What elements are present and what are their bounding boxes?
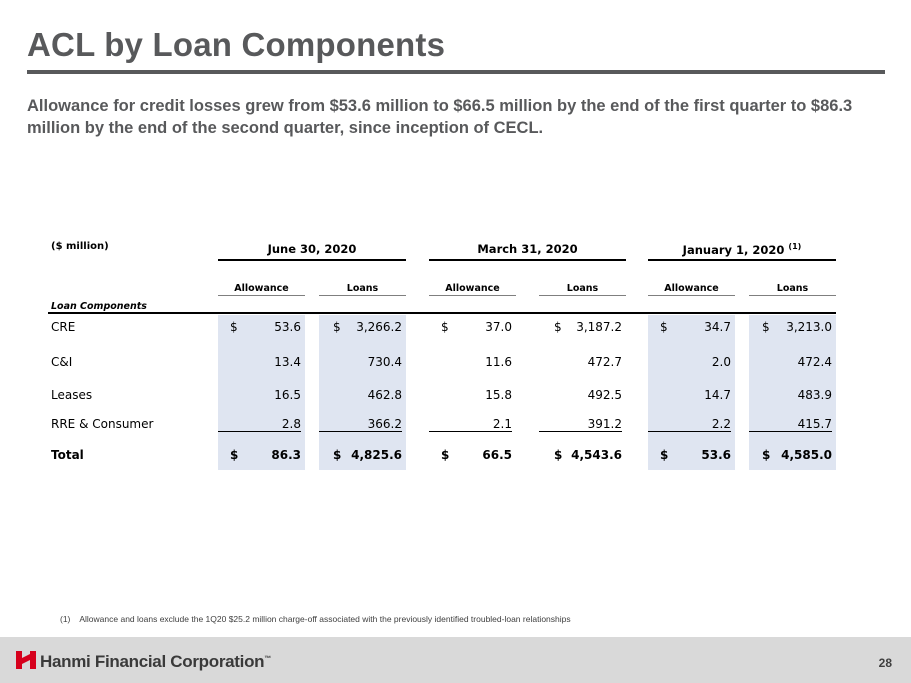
ci-allowance-jan: 2.0: [711, 355, 731, 369]
leases-loans-mar: 492.5: [587, 388, 622, 402]
period-header-1: March 31, 2020: [477, 242, 578, 256]
ci-allowance-mar: 11.6: [485, 355, 512, 369]
subheader-rule-5: [749, 295, 836, 296]
rre-allowance-jan: 2.2: [711, 417, 731, 431]
currency-symbol: $: [333, 320, 341, 334]
cre-allowance-jan: 34.7: [704, 320, 731, 334]
ci-loans-jun: 730.4: [367, 355, 402, 369]
currency-symbol: $: [230, 448, 239, 462]
subtotal-rule-0: [218, 431, 301, 432]
ci-loans-jan: 472.4: [797, 355, 832, 369]
period-rule-1: [429, 259, 626, 261]
leases-loans-jan: 483.9: [797, 388, 832, 402]
rre-allowance-jun: 2.8: [281, 417, 301, 431]
total-loans-jun: 4,825.6: [351, 448, 402, 462]
cre-allowance-jun: 53.6: [274, 320, 301, 334]
currency-symbol: $: [441, 448, 450, 462]
rre-loans-jan: 415.7: [797, 417, 832, 431]
total-allowance-jun: 86.3: [271, 448, 301, 462]
period-rule-0: [218, 259, 406, 261]
subheader-1: Loans: [346, 283, 379, 294]
currency-symbol: $: [762, 448, 771, 462]
rre-loans-jun: 366.2: [367, 417, 402, 431]
hanmi-logo-icon: [14, 649, 38, 676]
currency-symbol: $: [762, 320, 770, 334]
ci-allowance-jun: 13.4: [274, 355, 301, 369]
period-header-0: June 30, 2020: [267, 242, 357, 256]
currency-symbol: $: [441, 320, 449, 334]
row-label-leases: Leases: [51, 388, 93, 402]
period-header-2: January 1, 2020 $^{(1)}$: [682, 242, 802, 257]
subheader-3: Loans: [566, 283, 599, 294]
row-label-ci: C&I: [51, 355, 73, 369]
currency-symbol: $: [554, 320, 562, 334]
leases-loans-jun: 462.8: [367, 388, 402, 402]
currency-symbol: $: [554, 448, 563, 462]
period-rule-2: [648, 259, 836, 261]
unit-label: ($ million): [51, 241, 109, 252]
total-loans-jan: 4,585.0: [781, 448, 832, 462]
cre-loans-jan: 3,213.0: [786, 320, 832, 334]
rre-loans-mar: 391.2: [587, 417, 622, 431]
subheader-rule-1: [319, 295, 406, 296]
currency-symbol: $: [660, 448, 669, 462]
row-label-rre-consumer: RRE & Consumer: [51, 417, 154, 431]
currency-symbol: $: [333, 448, 342, 462]
total-allowance-mar: 66.5: [482, 448, 512, 462]
row-header-rule: [48, 312, 836, 314]
currency-symbol: $: [660, 320, 668, 334]
cre-loans-mar: 3,187.2: [576, 320, 622, 334]
subheader-rule-4: [648, 295, 735, 296]
company-name: Hanmi Financial Corporation™: [40, 652, 271, 671]
subheader-5: Loans: [776, 283, 809, 294]
page-number: 28: [878, 656, 892, 670]
leases-allowance-jun: 16.5: [274, 388, 301, 402]
total-loans-mar: 4,543.6: [571, 448, 622, 462]
subtotal-rule-2: [429, 431, 512, 432]
page-title: ACL by Loan Components: [27, 26, 446, 63]
row-header-label: Loan Components: [51, 301, 147, 312]
ci-loans-mar: 472.7: [587, 355, 622, 369]
leases-allowance-jan: 14.7: [704, 388, 731, 402]
subtotal-rule-5: [749, 431, 832, 432]
subheader-2: Allowance: [445, 283, 500, 294]
cre-loans-jun: 3,266.2: [356, 320, 402, 334]
cre-allowance-mar: 37.0: [485, 320, 512, 334]
footnote: (1) Allowance and loans exclude the 1Q20 $25.2 million charge-off associated with the previously identified troubled-loan relationships: [60, 614, 571, 624]
rre-allowance-mar: 2.1: [492, 417, 512, 431]
page-subtitle: Allowance for credit losses grew from $53.6 million to $66.5 million by the end of the first quarter to $86.3 million by the end of the second quarter, since inception of CECL.: [27, 97, 853, 137]
leases-allowance-mar: 15.8: [485, 388, 512, 402]
subtotal-rule-3: [539, 431, 622, 432]
subheader-rule-3: [539, 295, 626, 296]
subtotal-rule-4: [648, 431, 731, 432]
subheader-0: Allowance: [234, 283, 289, 294]
subtotal-rule-1: [319, 431, 402, 432]
subheader-4: Allowance: [664, 283, 719, 294]
row-label-cre: CRE: [51, 320, 76, 334]
total-allowance-jan: 53.6: [701, 448, 731, 462]
subheader-rule-0: [218, 295, 305, 296]
subheader-rule-2: [429, 295, 516, 296]
row-label-total: Total: [51, 448, 84, 462]
currency-symbol: $: [230, 320, 238, 334]
